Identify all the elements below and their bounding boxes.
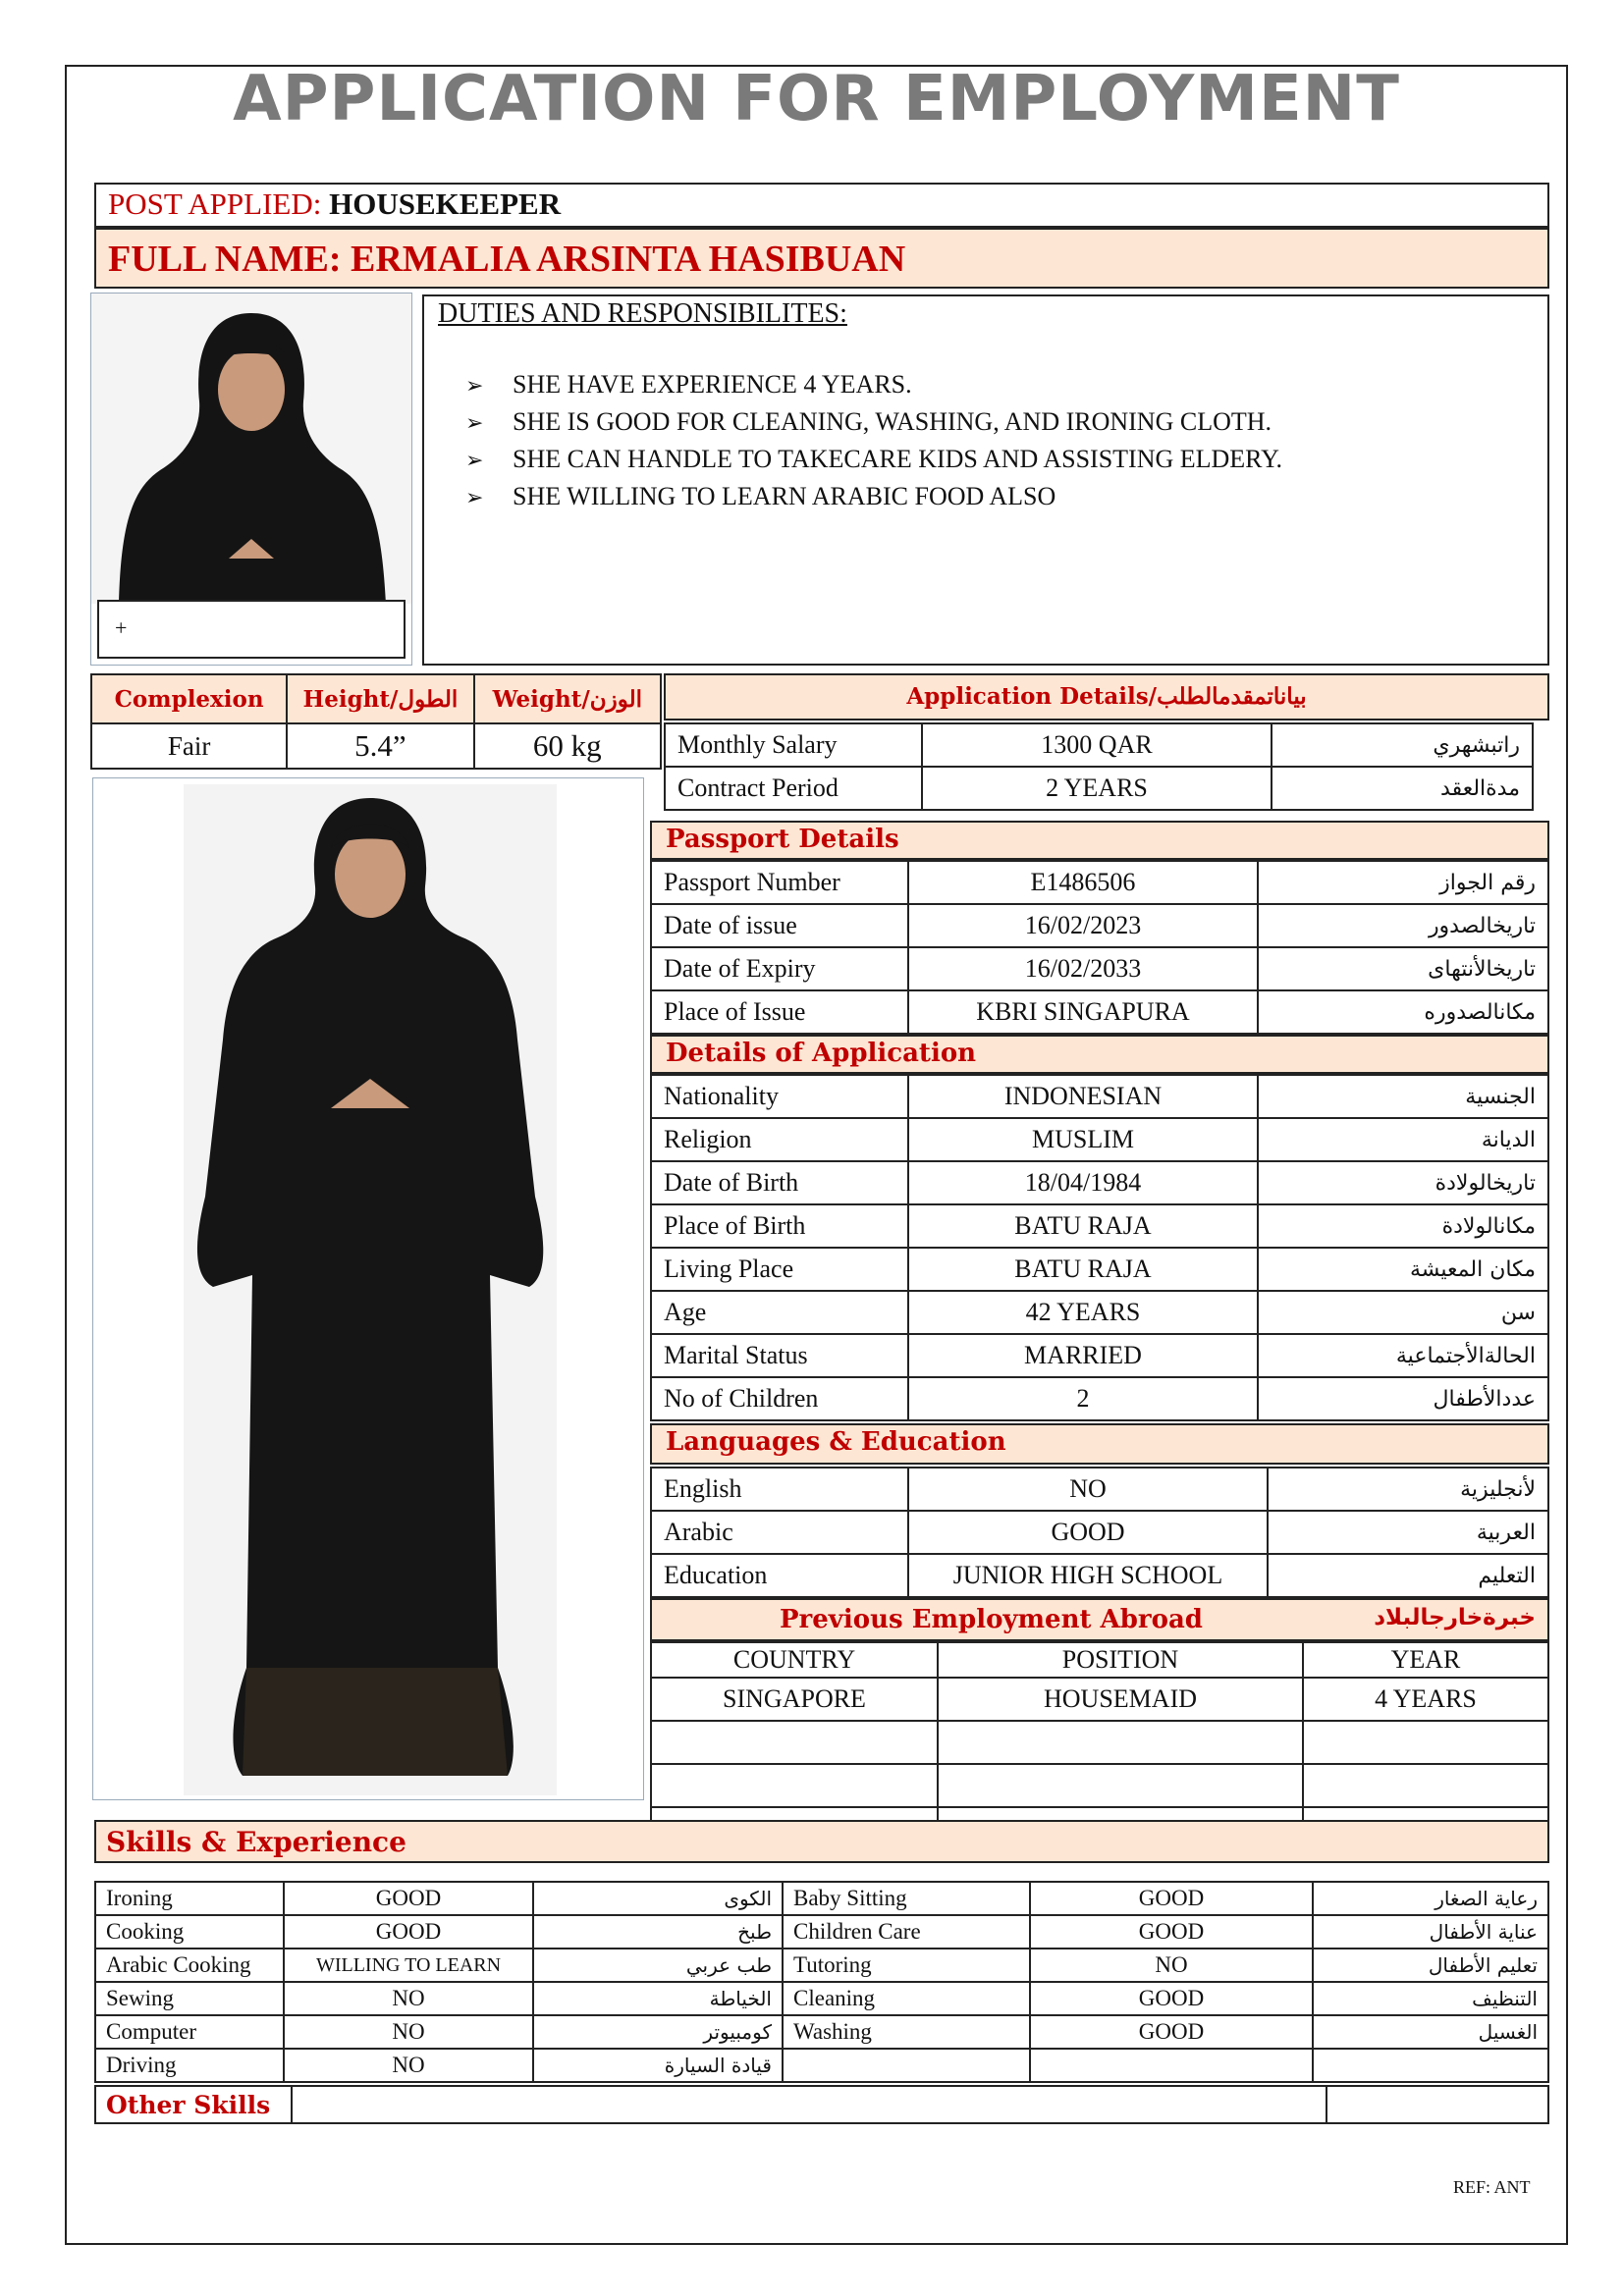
skill-row (783, 1982, 1548, 2015)
arrow-bullet-icon: ➢ (465, 374, 484, 399)
skill-label: Driving (95, 2049, 284, 2082)
previous-employment-title: Previous Employment Abroad (780, 1605, 1203, 1634)
row-value: 42 YEARS (908, 1291, 1258, 1334)
page-title: APPLICATION FOR EMPLOYMENT (233, 63, 1400, 135)
skill-arabic: طب عربي (533, 1949, 783, 1982)
application-details-header (664, 673, 1549, 721)
profile-photo-frame (90, 293, 412, 666)
skill-row (95, 2015, 783, 2049)
skill-row (95, 1882, 783, 1915)
other-skills-value (292, 2086, 1326, 2123)
physical-table (90, 673, 662, 770)
skills-header (94, 1820, 1549, 1863)
row-arabic: مكانالصدوره (1258, 990, 1548, 1034)
row-label: Living Place (651, 1248, 908, 1291)
duty-text: SHE HAVE EXPERIENCE 4 YEARS. (513, 370, 912, 399)
table-row (651, 1334, 1548, 1377)
row-arabic: الحالةالأجتماعية (1258, 1334, 1548, 1377)
full-body-photo (184, 784, 557, 1795)
table-row (651, 1678, 1548, 1721)
skill-value: WILLING TO LEARN (284, 1949, 533, 1982)
languages-title: Languages & Education (666, 1427, 1006, 1457)
languages-table (650, 1467, 1549, 1598)
skill-arabic (1313, 2049, 1548, 2082)
cell-position: HOUSEMAID (938, 1678, 1303, 1721)
skill-label: Tutoring (783, 1949, 1030, 1982)
row-arabic: التعليم (1268, 1554, 1548, 1597)
skill-arabic: الغسيل (1313, 2015, 1548, 2049)
row-label: Date of issue (651, 904, 908, 947)
skill-arabic: كومبيوتر (533, 2015, 783, 2049)
duty-item (465, 404, 1534, 442)
post-value: HOUSEKEEPER (329, 187, 562, 221)
skill-value: GOOD (284, 1882, 533, 1915)
row-value: BATU RAJA (908, 1248, 1258, 1291)
row-arabic: مكانالولادة (1258, 1204, 1548, 1248)
skill-row (783, 2015, 1548, 2049)
duties-box (422, 294, 1549, 666)
row-value: 16/02/2033 (908, 947, 1258, 990)
cell-position (938, 1721, 1303, 1764)
skill-row (783, 1882, 1548, 1915)
row-value: 1300 QAR (922, 723, 1272, 767)
table-row (651, 1248, 1548, 1291)
skill-value: NO (284, 2049, 533, 2082)
photo-caption-box (97, 600, 406, 659)
cell-year: 4 YEARS (1303, 1678, 1548, 1721)
previous-employment-header (650, 1598, 1549, 1641)
height-header: Height/الطول (287, 674, 473, 723)
row-value: NO (908, 1468, 1268, 1511)
skill-arabic: رعاية الصغار (1313, 1882, 1548, 1915)
skill-row (95, 1982, 783, 2015)
full-name-bar (94, 228, 1549, 289)
skill-value: GOOD (1030, 1915, 1313, 1949)
post-label: POST APPLIED: (108, 187, 322, 221)
skill-label: Ironing (95, 1882, 284, 1915)
row-label: Passport Number (651, 861, 908, 904)
skill-label: Children Care (783, 1915, 1030, 1949)
row-label: Religion (651, 1118, 908, 1161)
application-details-table (664, 722, 1534, 811)
skill-label (783, 2049, 1030, 2082)
skill-row (783, 2049, 1548, 2082)
skill-value (1030, 2049, 1313, 2082)
arrow-bullet-icon: ➢ (465, 411, 484, 436)
table-row (651, 1291, 1548, 1334)
column-header: POSITION (938, 1642, 1303, 1678)
table-row (665, 723, 1533, 767)
skill-label: Cleaning (783, 1982, 1030, 2015)
full-name-label: FULL NAME: (108, 239, 342, 280)
row-label: Nationality (651, 1075, 908, 1118)
table-header-row (651, 1642, 1548, 1678)
arrow-bullet-icon: ➢ (465, 486, 484, 510)
row-arabic: راتبشهري (1272, 723, 1533, 767)
reference-code: REF: ANT (1453, 2177, 1531, 2197)
cell-position (938, 1764, 1303, 1807)
row-arabic: سن (1258, 1291, 1548, 1334)
table-row (651, 990, 1548, 1034)
table-row (651, 1377, 1548, 1420)
row-label: Place of Issue (651, 990, 908, 1034)
skill-arabic: قيادة السيارة (533, 2049, 783, 2082)
duty-item (465, 367, 1534, 404)
skills-title: Skills & Experience (106, 1826, 406, 1858)
previous-employment-arabic: خبرةخارجالبلاد (1374, 1605, 1536, 1630)
skill-value: NO (284, 2015, 533, 2049)
row-arabic: تاريخالولادة (1258, 1161, 1548, 1204)
row-arabic: مدةالعقد (1272, 767, 1533, 810)
row-label: Date of Expiry (651, 947, 908, 990)
skill-row (95, 1949, 783, 1982)
row-value: GOOD (908, 1511, 1268, 1554)
row-label: Arabic (651, 1511, 908, 1554)
passport-header (650, 821, 1549, 860)
row-label: Contract Period (665, 767, 922, 810)
row-value: BATU RAJA (908, 1204, 1258, 1248)
skill-label: Cooking (95, 1915, 284, 1949)
row-label: Education (651, 1554, 908, 1597)
row-value: 18/04/1984 (908, 1161, 1258, 1204)
height-value: 5.4” (287, 723, 473, 769)
table-row (651, 1161, 1548, 1204)
table-row (651, 1554, 1548, 1597)
skill-arabic: الخياطة (533, 1982, 783, 2015)
row-value: 2 YEARS (922, 767, 1272, 810)
row-arabic: تاريخالأنتهاى (1258, 947, 1548, 990)
row-label: No of Children (651, 1377, 908, 1420)
row-value: 16/02/2023 (908, 904, 1258, 947)
cell-year (1303, 1764, 1548, 1807)
skill-label: Arabic Cooking (95, 1949, 284, 1982)
skill-arabic: التنظيف (1313, 1982, 1548, 2015)
row-label: Marital Status (651, 1334, 908, 1377)
duty-text: SHE IS GOOD FOR CLEANING, WASHING, AND IRONING CLOTH. (513, 407, 1272, 436)
table-row (665, 767, 1533, 810)
profile-photo (91, 294, 411, 604)
table-row (651, 947, 1548, 990)
row-arabic: تاريخالصدور (1258, 904, 1548, 947)
skill-arabic: طبخ (533, 1915, 783, 1949)
column-header: YEAR (1303, 1642, 1548, 1678)
complexion-header: Complexion (91, 674, 287, 723)
skill-value: GOOD (1030, 1882, 1313, 1915)
other-skills-table (94, 2085, 1549, 2124)
skill-value: GOOD (1030, 2015, 1313, 2049)
full-body-photo-frame (92, 777, 644, 1800)
row-arabic: الجنسية (1258, 1075, 1548, 1118)
table-row (651, 1204, 1548, 1248)
cell-year (1303, 1721, 1548, 1764)
row-value: E1486506 (908, 861, 1258, 904)
duty-item (465, 479, 1534, 516)
row-arabic: لأنجليزية (1268, 1468, 1548, 1511)
languages-header (650, 1423, 1549, 1465)
row-value: 2 (908, 1377, 1258, 1420)
row-label: English (651, 1468, 908, 1511)
table-row (651, 1075, 1548, 1118)
skill-row (95, 2049, 783, 2082)
table-row (651, 1721, 1548, 1764)
skills-table-left (94, 1881, 784, 2083)
duty-text: SHE WILLING TO LEARN ARABIC FOOD ALSO (513, 482, 1056, 510)
skill-arabic: عناية الأطفال (1313, 1915, 1548, 1949)
skill-arabic: الكوى (533, 1882, 783, 1915)
skill-value: NO (1030, 1949, 1313, 1982)
skill-arabic: تعليم الأطفال (1313, 1949, 1548, 1982)
skill-label: Sewing (95, 1982, 284, 2015)
weight-value: 60 kg (474, 723, 661, 769)
row-label: Place of Birth (651, 1204, 908, 1248)
skill-row (783, 1915, 1548, 1949)
duty-item (465, 442, 1534, 479)
skill-value: NO (284, 1982, 533, 2015)
row-arabic: العربية (1268, 1511, 1548, 1554)
duty-text: SHE CAN HANDLE TO TAKECARE KIDS AND ASSISTING ELDERY. (513, 445, 1282, 473)
weight-header: Weight/الوزن (474, 674, 661, 723)
details-header (650, 1035, 1549, 1074)
arrow-bullet-icon: ➢ (465, 449, 484, 473)
post-applied-bar (94, 183, 1549, 228)
skill-value: GOOD (284, 1915, 533, 1949)
row-value: KBRI SINGAPURA (908, 990, 1258, 1034)
full-name-value: ERMALIA ARSINTA HASIBUAN (351, 239, 906, 280)
row-value: JUNIOR HIGH SCHOOL (908, 1554, 1268, 1597)
row-arabic: رقم الجواز (1258, 861, 1548, 904)
table-row (651, 1118, 1548, 1161)
row-value: MUSLIM (908, 1118, 1258, 1161)
row-arabic: عددالأطفال (1258, 1377, 1548, 1420)
table-row (651, 861, 1548, 904)
photo-caption: + (115, 615, 128, 640)
cell-country: SINGAPORE (651, 1678, 938, 1721)
duties-list (438, 367, 1534, 516)
passport-title: Passport Details (666, 825, 899, 854)
complexion-value: Fair (91, 723, 287, 769)
details-table (650, 1074, 1549, 1421)
other-skills-label: Other Skills (95, 2086, 292, 2123)
skill-label: Baby Sitting (783, 1882, 1030, 1915)
duties-heading: DUTIES AND RESPONSIBILITES: (438, 298, 847, 329)
table-row (651, 1764, 1548, 1807)
skill-row (783, 1949, 1548, 1982)
row-label: Monthly Salary (665, 723, 922, 767)
row-label: Date of Birth (651, 1161, 908, 1204)
table-row (651, 904, 1548, 947)
skill-value: GOOD (1030, 1982, 1313, 2015)
skill-label: Washing (783, 2015, 1030, 2049)
row-value: MARRIED (908, 1334, 1258, 1377)
table-row (651, 1511, 1548, 1554)
row-arabic: الديانة (1258, 1118, 1548, 1161)
column-header: COUNTRY (651, 1642, 938, 1678)
row-arabic: مكان المعيشة (1258, 1248, 1548, 1291)
other-skills-extra (1326, 2086, 1548, 2123)
row-label: Age (651, 1291, 908, 1334)
passport-table (650, 860, 1549, 1035)
cell-country (651, 1764, 938, 1807)
skill-row (95, 1915, 783, 1949)
details-title: Details of Application (666, 1039, 977, 1068)
skills-table-right (782, 1881, 1549, 2083)
application-details-title: Application Details/بياناتمقدمالطلب (906, 683, 1307, 710)
row-value: INDONESIAN (908, 1075, 1258, 1118)
skill-label: Computer (95, 2015, 284, 2049)
table-row (651, 1468, 1548, 1511)
cell-country (651, 1721, 938, 1764)
